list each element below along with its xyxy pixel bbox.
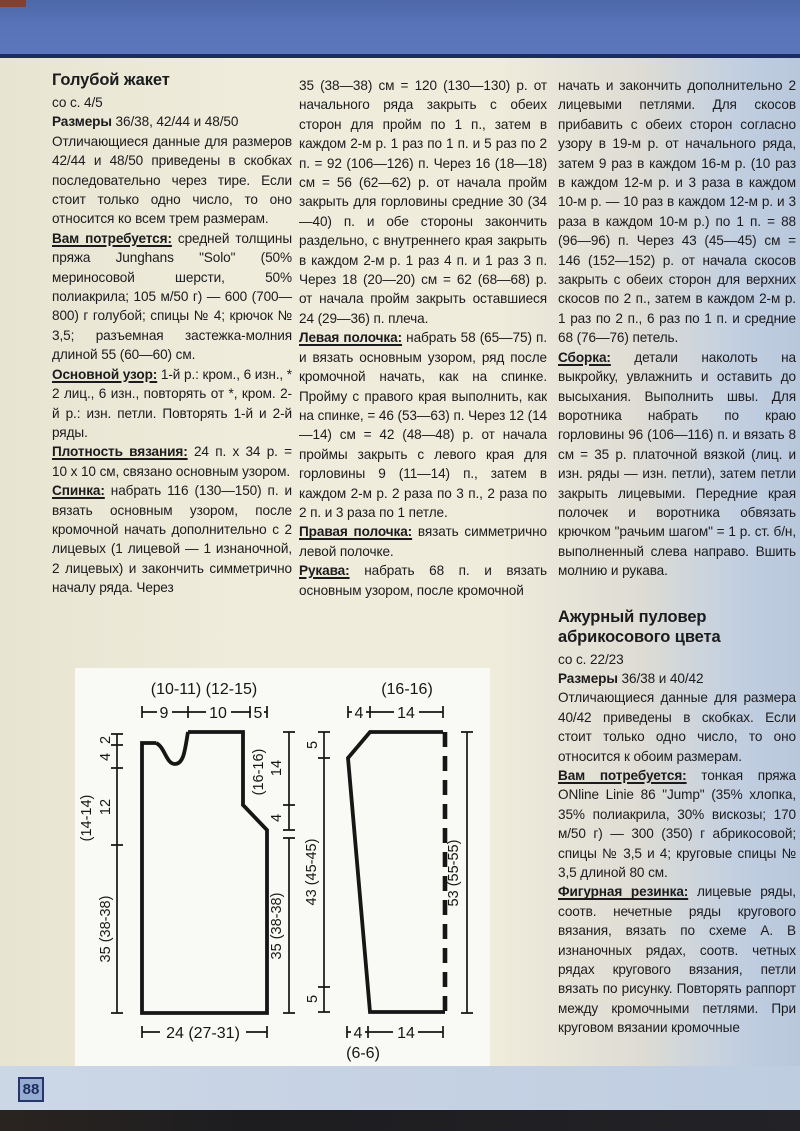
- run-in-heading: Размеры: [558, 670, 618, 686]
- run-in-heading: Левая полочка:: [299, 330, 403, 346]
- run-in-heading: Фигурная резинка:: [558, 884, 689, 900]
- page-number: 88: [22, 1081, 40, 1098]
- dimension-ticks-vertical: [142, 706, 443, 1038]
- page-top-border: [0, 0, 800, 58]
- schematic-panel: [75, 668, 490, 1066]
- section-paragraph: Рукава: набрать 68 п. и вязать основным узором, после кромочной: [299, 563, 547, 598]
- article-title: Голубой жакет: [52, 71, 170, 89]
- run-in-heading: Спинка:: [52, 483, 105, 499]
- body-right-dim-35: 35 (38-38): [269, 892, 285, 960]
- text-column-1: [52, 70, 292, 598]
- section-paragraph: Плотность вязания: 24 п. x 34 р. = 10 x 10 см, связано основным узором.: [52, 444, 292, 479]
- front-neckline-curve: [156, 732, 188, 764]
- body-left-size-label: (14-14): [79, 794, 95, 842]
- bottom-margin-strip: [0, 1066, 800, 1110]
- sleeve-bottom-size-label: (6-6): [346, 1045, 380, 1062]
- body-top-dim-9: 9: [159, 705, 169, 722]
- knitting-schematic: [75, 668, 490, 1066]
- article-title: Ажурный пуловер абрикосового цвета: [558, 607, 721, 646]
- body-top-dim-5: 5: [253, 705, 263, 722]
- paragraph: со с. 22/23: [558, 651, 624, 667]
- body-left-dim-2: 2: [98, 735, 114, 745]
- sleeve-top-dim-4: 4: [354, 705, 364, 722]
- body-bottom-dim: 24 (27-31): [166, 1025, 240, 1042]
- section-paragraph: Размеры 36/38 и 40/42: [558, 670, 704, 686]
- body-right-dim-14: 14: [269, 759, 285, 777]
- section-paragraph: Размеры 36/38, 42/44 и 48/50: [52, 114, 239, 130]
- section-paragraph: Левая полочка: набрать 58 (65—75) п. и вязать основным узором, ряд после кромочной начать, как на спинке. Пройму с правого края выполнить, как на спинке, = 46 (53—63) п. Через 12 (14—14) см = 42 (48—48) р. от начала проймы закрыть с левого края для горловины 9 (11—14) п., затем в каждом 2-м р. 2 раза по 3 п., 2 раза по 2 п. и 3 раза по 1 петле.: [299, 330, 547, 520]
- run-in-heading: Плотность вязания:: [52, 444, 188, 460]
- body-piece-outline: [142, 732, 267, 1013]
- run-in-heading: Правая полочка:: [299, 524, 413, 540]
- paper-edge-artifact: [0, 0, 26, 7]
- run-in-heading: Основной узор:: [52, 366, 158, 382]
- section-paragraph: Основной узор: 1-й р.: кром., 6 изн., * 2 лиц., 6 изн., повторять от *, кром. 2-й р.: изн. петли. Повторять 1-й и 2-й ряды.: [52, 366, 292, 440]
- label-backgrounds: [157, 703, 419, 1041]
- sleeve-bottom-dim-14: 14: [397, 1025, 415, 1042]
- body-top-size-label: (10-11) (12-15): [150, 681, 258, 698]
- body-left-dim-4: 4: [98, 752, 114, 762]
- run-in-heading: Вам потребуется:: [52, 230, 172, 246]
- paragraph: Отличающиеся данные для размера 40/42 приведены в скобках. Если стоит только одно число, то оно относится к обоим размерам.: [558, 690, 796, 764]
- run-in-heading: Сборка:: [558, 349, 611, 365]
- body-right-size-label: (16-16): [251, 748, 267, 796]
- body-right-dim-4: 4: [269, 813, 285, 823]
- run-in-heading: Вам потребуется:: [558, 768, 687, 783]
- section-paragraph: Вам потребуется: тонкая пряжа ONline Linie 86 "Jump" (35% хлопка, 35% полиакрила, 30% вискозы; 170 м/50 г) — 300 (350) г абрикосовой; спицы № 3,5 и 4; круговые спицы № 3,5 длиной 80 см.: [558, 768, 796, 881]
- body-top-dim-10: 10: [209, 705, 227, 722]
- section-paragraph: Спинка: набрать 116 (130—150) п. и вязать основным узором, после кромочной начать дополнительно с 2 лицевых (1 лицевой — 1 изнаночной, 2 лицевых) и закончить симметрично началу ряда. Через: [52, 483, 292, 596]
- text-column-3: [558, 76, 796, 1038]
- dimension-ticks-horizontal: [111, 732, 473, 1013]
- sleeve-left-dim-5-bottom: 5: [305, 994, 321, 1004]
- page-bottom-border: [0, 1110, 800, 1131]
- paragraph: со с. 4/5: [52, 95, 103, 110]
- page-number-badge: [18, 1077, 44, 1102]
- body-left-dim-12: 12: [98, 798, 114, 816]
- sleeve-outline: [348, 732, 445, 1012]
- section-paragraph: Фигурная резинка: лицевые ряды, соотв. нечетные ряды кругового вязания, вязать по схеме А. В изнаночных рядах, соотв. четных рядах кругового вязания, петли вязать по рисунку. Повторять раппорт между кромочными петлями. При круговом вязании кромочные: [558, 884, 796, 1036]
- section-paragraph: Правая полочка: вязать симметрично левой полочке.: [299, 524, 547, 559]
- text-column-2: [299, 76, 547, 600]
- section-paragraph: Сборка: детали наколоть на выкройку, увлажнить и оставить до высыхания. Выполнить швы. Для воротника набрать по краю горловины 96 (106—116) п. и вязать 8 см = 35 р. платочной вязкой (лиц. и изн. ряды — изн. петли), затем петли закрыть лицевыми. Передние края полочек и воротника обвязать крючком "рачьим шагом" = 1 р. ст. б/н, выполненный слева направо. Вшить молнию и рукава.: [558, 349, 796, 579]
- run-in-heading: Рукава:: [299, 563, 350, 579]
- sleeve-left-dim-43: 43 (45-45): [304, 838, 320, 906]
- sleeve-left-dim-5-top: 5: [305, 740, 321, 750]
- sleeve-top-dim-14: 14: [397, 705, 415, 722]
- sleeve-top-size-label: (16-16): [381, 681, 433, 698]
- paragraph: Отличающиеся данные для размеров 42/44 и 48/50 приведены в скобках последовательно через тире. Если стоит только одно число, то оно относится ко всем трем размерам.: [52, 133, 292, 227]
- run-in-heading: Размеры: [52, 114, 112, 130]
- sleeve-right-dim-53: 53 (55-55): [446, 839, 462, 907]
- sleeve-bottom-dim-4: 4: [353, 1025, 363, 1042]
- section-paragraph: Вам потребуется: средней толщины пряжа Junghans "Solo" (50% мериносовой шерсти, 50% полиакрила; 105 м/50 г) — 600 (700—800) г голубой; спицы № 4; крючок № 3,5; разъемная застежка-молния длиной 55 (60—60) см.: [52, 230, 292, 363]
- body-left-dim-35: 35 (38-38): [98, 895, 114, 963]
- paragraph: начать и закончить дополнительно 2 лицевыми петлями. Для скосов прибавить с обеих сторон согласно узору в 19-м р. от начального ряда, затем 9 раз в каждом 16-м р. (10 раз в каждом 12-м р. и 3 раза в каждом 10-м р. — 10 раз в каждом 12-м р. и 3 раза в каждом 10-м р.) по 1 п. = 88 (96—96) п. Через 43 (45—45) см = 146 (152—152) р. от начала скосов закрыть с обеих сторон для верхних скосов по 2 п., затем в каждом 2-м р. 1 раз по 2 п., 6 раз по 1 п. и средние 68 (76—76) петель.: [558, 78, 796, 346]
- paragraph: 35 (38—38) см = 120 (130—130) р. от начального ряда закрыть с обеих сторон для пройм по 1 п., затем в каждом 2-м р. 1 раз по 1 п. и 5 раз по 2 п. = 92 (106—126) п. Через 16 (18—18) см = 56 (62—62) р. от начала пройм закрыть для горловины средние 30 (34—40) п. и обе стороны закончить раздельно, с внутреннего края закрыть в каждом 2-м р. 1 раз 4 п. и 1 раз 3 п. Через 18 (20—20) см = 62 (68—68) р. от начала пройм закрыть оставшиеся 24 (29—36) п. плеча.: [299, 78, 547, 326]
